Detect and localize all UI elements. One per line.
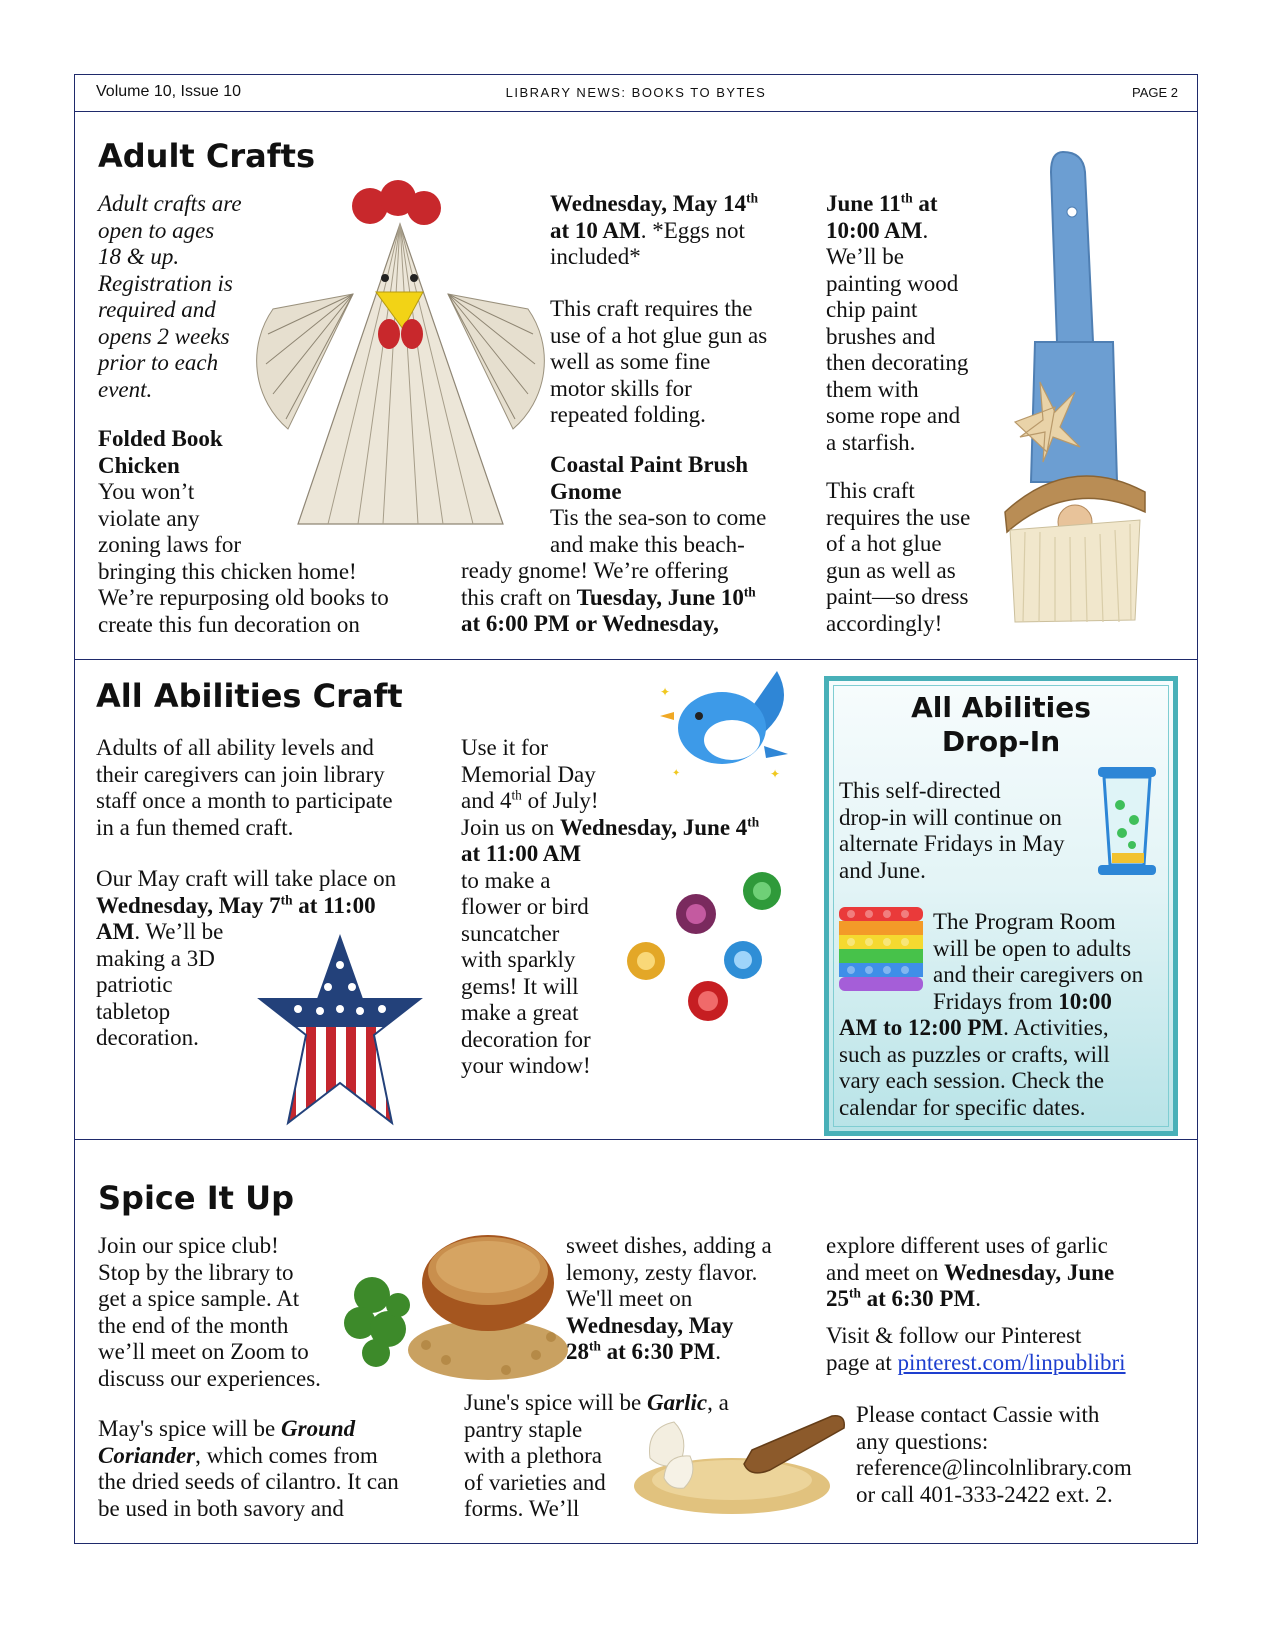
spice-heading: Spice It Up — [98, 1179, 294, 1217]
may-craft-text: Our May craft will take place on Wednesday, May 7th at 11:00 AM. We’ll be making a 3D patriotic tabletop decoration. — [96, 866, 397, 1050]
newsletter-title: LIBRARY NEWS: BOOKS TO BYTES — [505, 85, 767, 100]
gnome-beard — [1010, 520, 1140, 622]
gnome-craft-title: Coastal Paint Brush — [550, 452, 749, 477]
sensory-timer-icon — [1094, 765, 1160, 877]
page-header — [74, 74, 1198, 112]
june-spice-meeting: explore different uses of garlic and meet on Wednesday, June 25th at 6:30 PM. — [826, 1233, 1115, 1311]
wooden-scoop — [744, 1416, 844, 1473]
red-gem — [688, 981, 728, 1021]
volume-issue: Volume 10, Issue 10 — [96, 83, 241, 100]
svg-text:✦: ✦ — [660, 685, 671, 699]
adult-crafts-heading: Adult Crafts — [98, 137, 315, 175]
pop-it-toy-icon — [839, 907, 923, 991]
green-gem — [743, 872, 781, 910]
contact-email[interactable]: reference@lincolnlibrary.com — [856, 1455, 1132, 1480]
gems-image — [626, 873, 786, 1025]
program-room-details: AM to 12:00 PM. Activities, such as puzzles or crafts, will vary each session. Check the calendar for specific dates. — [839, 1015, 1110, 1120]
gnome-session-text: June 11th at 10:00 AM. We’ll be painting wood chip paint brushes and then decorating them with some rope and a starfish. — [826, 190, 969, 455]
drop-in-sidebar — [824, 676, 1178, 1136]
may-spice-meeting: sweet dishes, adding a lemony, zesty flavor. We'll meet on Wednesday, May 28th at 6:30 PM. — [566, 1233, 772, 1364]
all-abilities-heading: All Abilities Craft — [96, 677, 403, 715]
adult-crafts-intro: Adult crafts are open to ages 18 & up. Registration is required and opens 2 weeks prior to each event. — [98, 191, 242, 402]
page-number: PAGE 2 — [1131, 85, 1178, 100]
chicken-craft-title: Folded Book — [98, 426, 223, 451]
purple-gem — [676, 894, 716, 934]
gnome-requirements: This craft requires the use of a hot glue gun as well as paint—so dress accordingly! — [826, 478, 971, 636]
gnome-craft-text: Coastal Paint Brush Gnome Tis the sea-son to come and make this beach- — [550, 452, 767, 557]
gnome-craft-dates: ready gnome! We’re offering this craft on Tuesday, June 10th at 6:00 PM or Wednesday, — [461, 558, 756, 636]
chicken-requirements: This craft requires the use of a hot glue gun as well as some fine motor skills for repeated folding. — [550, 296, 768, 427]
chicken-date-text: Wednesday, May 14th at 10 AM. *Eggs not included* — [550, 190, 759, 269]
june-spice-text: June's spice will be Garlic, a pantry staple with a plethora of varieties and forms. We’ll — [464, 1390, 729, 1521]
blue-gem — [724, 941, 762, 979]
blue-bird-image — [652, 666, 798, 784]
patriotic-star-image — [258, 935, 422, 1125]
section-divider — [74, 1139, 1198, 1140]
contact-text: Please contact Cassie with any questions: reference@lincolnlibrary.com or call 401-333-2422 ext. 2. — [856, 1402, 1132, 1507]
pinterest-text: Visit & follow our Pinterest page at pinterest.com/linpublibri — [826, 1323, 1126, 1375]
svg-text:✦: ✦ — [770, 767, 781, 781]
folded-book-chicken-image — [258, 184, 548, 546]
pinterest-link[interactable]: pinterest.com/linpublibri — [897, 1349, 1126, 1375]
svg-text:✦: ✦ — [672, 768, 681, 779]
paint-brush-gnome-image — [985, 152, 1165, 642]
brush-handle — [1051, 152, 1093, 342]
may-spice-text: May's spice will be Ground Coriander, which comes from the dried seeds of cilantro. It can be used in both savory and — [98, 1416, 399, 1521]
section-divider — [74, 659, 1198, 660]
drop-in-title: All Abilities Drop-In — [911, 691, 1091, 758]
yellow-gem — [627, 942, 665, 980]
chicken-comb — [352, 180, 441, 225]
chicken-craft-text: Folded Book Chicken You won’t violate any zoning laws for bringing this chicken home! We’re repurposing old books to create this fun decoration on — [98, 426, 389, 637]
chicken-body — [298, 224, 503, 524]
garlic-powder-image — [632, 1408, 850, 1518]
suncatcher-text: Use it for Memorial Day and 4th of July! Join us on Wednesday, June 4th at 11:00 AM to make a flower or bird suncatcher with sparkly gems! It will make a great decoration for your window! — [461, 735, 760, 1078]
all-abilities-intro: Adults of all ability levels and their caregivers can join library staff once a month to participate in a fun themed craft. — [96, 735, 393, 840]
ground-coriander-image — [346, 1225, 568, 1385]
program-room-text: The Program Room will be open to adults and their caregivers on Fridays from 10:00 — [933, 909, 1144, 1014]
cilantro-leaves — [344, 1277, 410, 1367]
drop-in-schedule: This self-directed drop-in will continue on alternate Fridays in May and June. — [839, 778, 1065, 883]
spice-club-intro: Join our spice club! Stop by the library to get a spice sample. At the end of the month we’ll meet on Zoom to discuss our experiences. — [98, 1233, 321, 1391]
